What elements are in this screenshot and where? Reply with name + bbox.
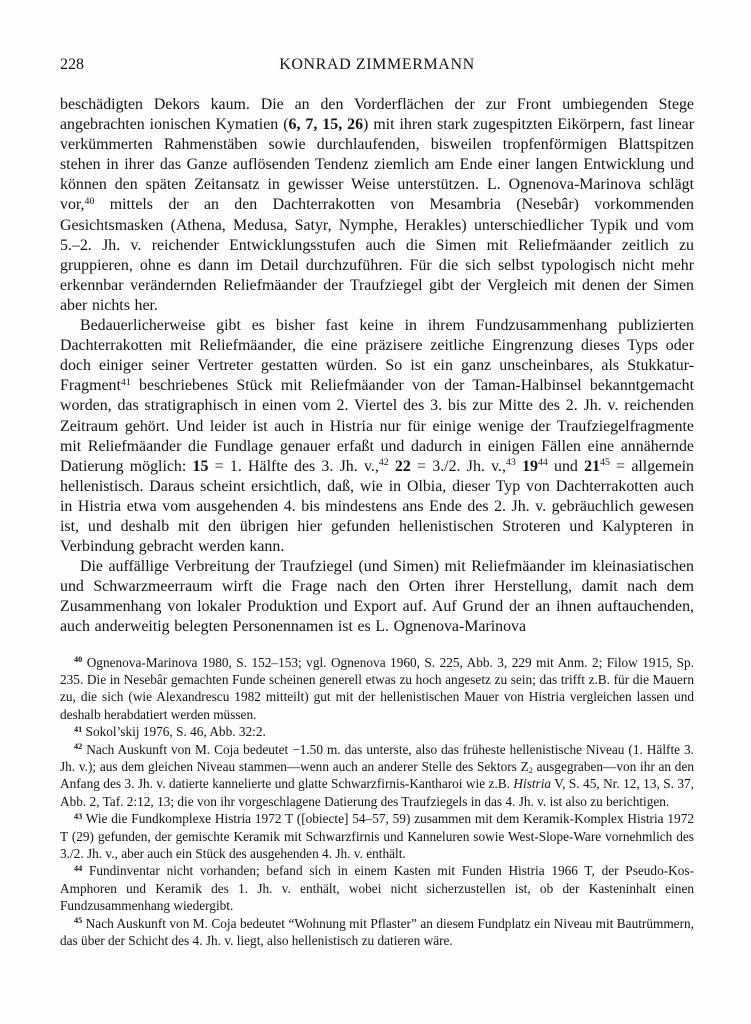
- body-paragraph: beschädigten Dekors kaum. Die an den Vorderflächen der zur Front umbiegenden Stege angebrachten ionischen Kymatien (6, 7, 15, 26) mit ihren stark zugespitzten Eikörpern, fast linear verkümmerten Rahmenstäben sowie durchlaufenden, bisweilen tropfenförmigen Blattspitzen stehen in ihrer das Ganze auflösenden Tendenz ziemlich am Ende einer langen Entwicklung und können den späten Zeitansatz in gewisser Weise unterstützen. L. Ognenova-Marinova schlägt vor,$^{40}$ mittels der an den Dachterrakotten von Mesambria (Nesebâr) vorkommenden Gesichtsmasken (Athena, Medusa, Satyr, Nymphe, Herakles) unterschiedlicher Typik und vom 5.–2. Jh. v. reichender Entwicklungsstufen auch die Simen mit Reliefmäander zeitlich zu gruppieren, ohne es dann im Detail durchzuführen. Für die sich selbst typologisch nicht mehr erkennbar verändernden Reliefmäander der Traufziegel gibt der Vergleich mit denen der Simen aber nichts her.: [60, 96, 694, 314]
- footnote-41: $^{41}$ Sokol’skij 1976, S. 46, Abb. 32:2.: [74, 724, 266, 740]
- body-paragraph: Die auffällige Verbreitung der Traufziegel (und Simen) mit Reliefmäander im kleinasiatischen und Schwarzmeerraum wirft die Frage nach den Orten ihrer Herstellung, damit nach dem Zusammenhang von lokaler Produktion und Export auf. Auf Grund der an ihnen auftauchenden, auch anderweitig belegten Personennamen ist es L. Ognenova-Marinova: [60, 558, 694, 636]
- running-head: [60, 55, 694, 75]
- footnote-40: $^{40}$ Ognenova-Marinova 1980, S. 152–153; vgl. Ognenova 1960, S. 225, Abb. 3, 229 mit Anm. 2; Filow 1915, Sp. 235. Die in Nesebâr gemachten Funde scheinen generell etwas zu hoch angesetz zu sein; das trifft z.B. für die Mauern zu, die sich (wie Alexandrescu 1982 mitteilt) gut mit der hellenistischen Mauer von Histria vergleichen lassen und deshalb herabdatiert werden müssen.: [60, 654, 694, 722]
- footnote-number: 43: [74, 811, 83, 821]
- body-paragraphs: [60, 95, 694, 638]
- footnote-43: $^{43}$ Wie die Fundkomplexe Histria 1972 T ([obiecte] 54–57, 59) zusammen mit dem Keramik-Komplex Histria 1972 T (29) gefunden, der gemischte Keramik mit Schwarzfirnis und Kanneluren sowie West-Slope-Ware vornehmlich des 3./2. Jh. v., aber auch ein Stück des ausgehenden 4. Jh. v. enthält.: [60, 811, 694, 861]
- footnote-42: $^{42}$ Nach Auskunft von M. Coja bedeutet −1.50 m. das unterste, also das früheste hellenistische Niveau (1. Hälfte 3. Jh. v.); aus dem gleichen Niveau stammen—wenn auch an anderer Stelle des Sektors $Z_2$ ausgegraben—von ihr an den Anfang des 3. Jh. v. datierte kannelierte und glatte Schwarzfirnis-Kantharoi wie z.B. Histria V, S. 45, Nr. 12, 13, S. 37, Abb. 2, Taf. 2:12, 13; die von ihr vorgeschlagene Datierung des Traufziegels in das 4. Jh. v. ist also zu berichtigen.: [60, 741, 695, 809]
- footnote-number: 40: [74, 655, 83, 664]
- footnote-44: $^{44}$ Fundinventar nicht vorhanden; befand sich in einem Kasten mit Funden Histria 1966 T, der Pseudo-Kos-Amphoren und Keramik des 1. Jh. v. enthält, wobei nicht sicherzustellen ist, ob der Kasteninhalt einen Fundzusammenhang wiedergibt.: [60, 863, 694, 914]
- body-paragraph: Bedauerlicherweise gibt es bisher fast keine in ihrem Fundzusammenhang publizierten Dachterrakotten mit Reliefmäander, die eine präzisere zeitliche Eingrenzung dieses Typs oder doch einiger seiner Vertreter gestatten würden. So ist ein ganz unscheinbares, als Stukkatur-Fragment$^{41}$ beschriebenes Stück mit Reliefmäander von der Taman-Halbinsel bekanntgemacht worden, das stratigraphisch in einen vom 2. Viertel des 3. bis zur Mitte des 2. Jh. v. reichenden Zeitraum gehört. Und leider ist auch in Histria nur für einige wenige der Traufziegelfragmente mit Reliefmäander die Fundlage genauer erfaßt und dadurch in einigen Fällen eine annähernde Datierung möglich: 15 = 1. Hälfte des 3. Jh. v.,$^{42}$ 22 = 3./2. Jh. v.,$^{43}$ $19^{44}$ und $21^{45}$ = allgemein hellenistisch. Daraus scheint ersichtlich, daß, wie in Olbia, dieser Typ von Dachterrakotten auch in Histria etwa vom ausgehenden 4. bis mindestens ans Ende des 2. Jh. v. gebräuchlich gewesen ist, und deshalb mit den übrigen hier gefunden hellenistischen Stroteren und Kalypteren in Verbindung gebracht werden kann.: [60, 317, 694, 556]
- footnote-number: 41: [74, 724, 83, 734]
- footnote-number: 42: [74, 742, 83, 752]
- footnote-45: $^{45}$ Nach Auskunft von M. Coja bedeutet “Wohnung mit Pflaster” an diesem Fundplatz ein Niveau mit Bautrümmern, das über der Schicht des 4. Jh. v. liegt, also hellenistisch zu datieren wäre.: [60, 915, 694, 949]
- page-number: 228: [60, 56, 84, 73]
- footnote-number: 45: [74, 916, 83, 926]
- footnotes: [60, 654, 694, 950]
- running-head-title: KONRAD ZIMMERMANN: [279, 56, 475, 73]
- text-column: [60, 55, 694, 949]
- footnote-number: 44: [74, 863, 83, 873]
